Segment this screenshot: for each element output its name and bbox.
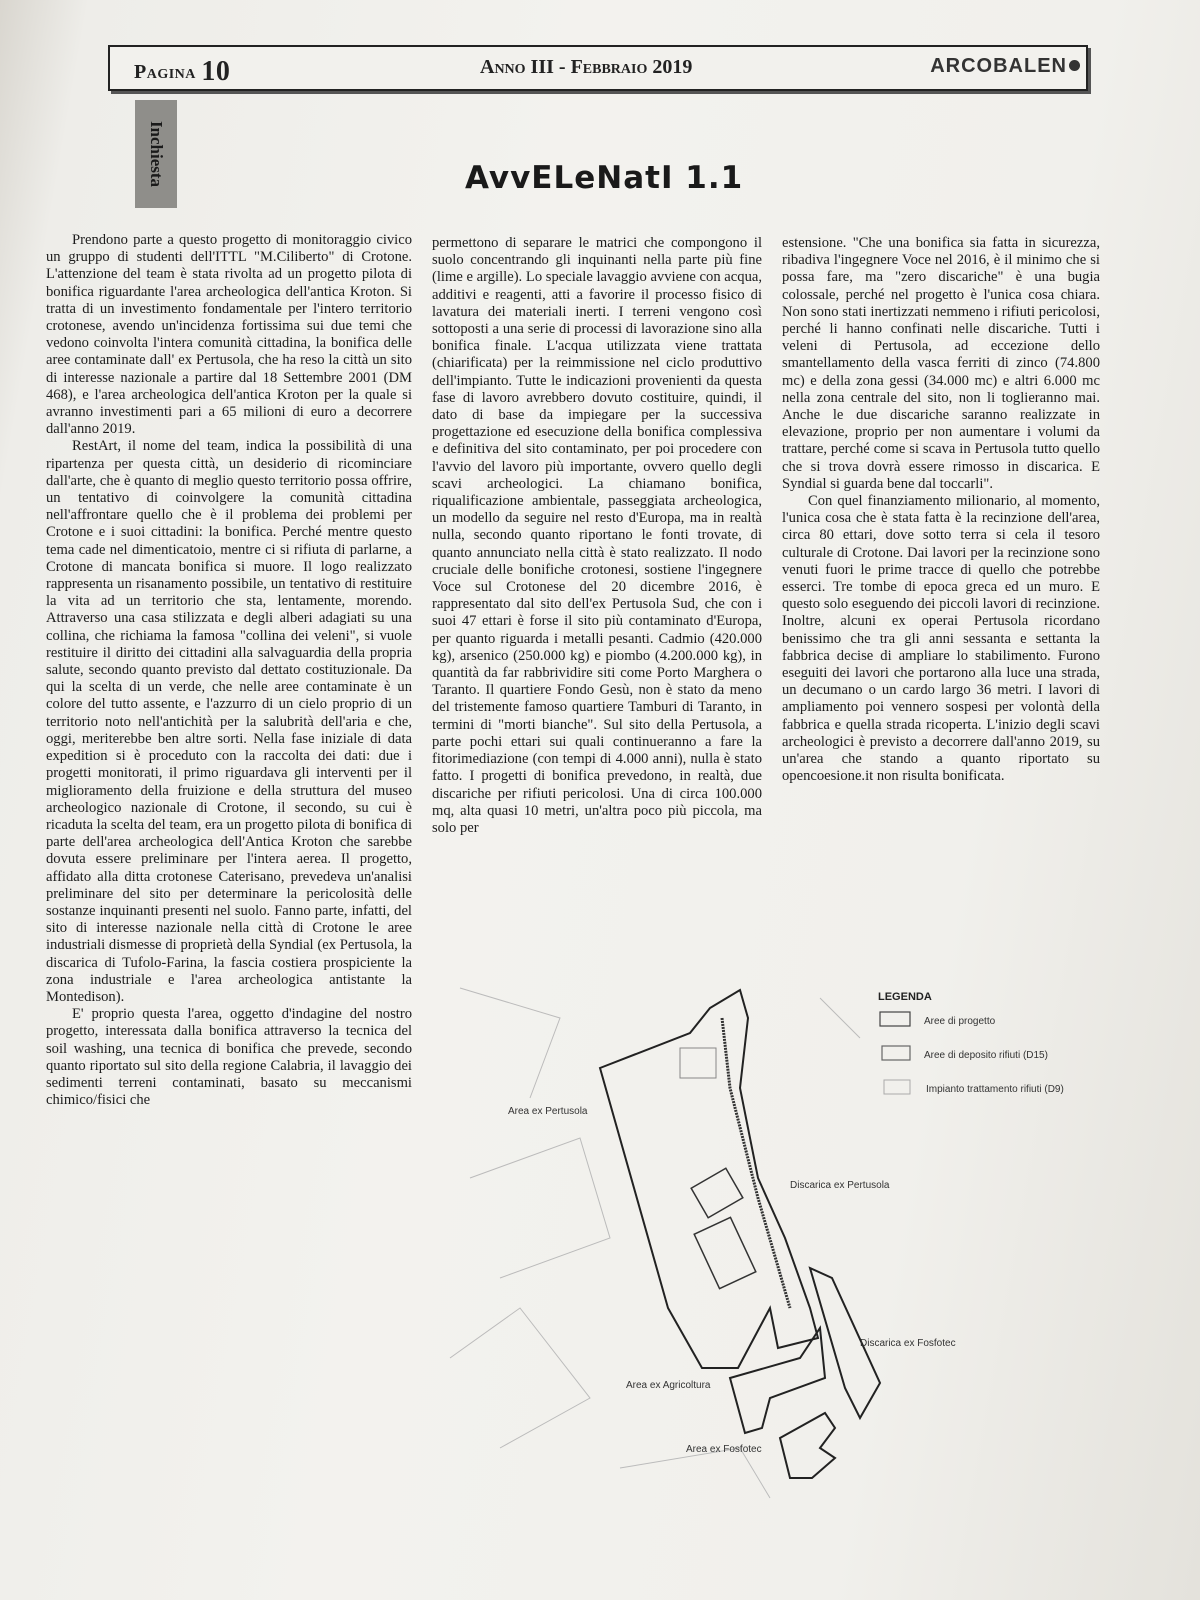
legend-item: Aree di progetto <box>924 1016 996 1027</box>
map-legend <box>878 991 1064 1095</box>
section-tab <box>135 100 177 208</box>
page-header <box>108 45 1088 91</box>
page-number-label: Pagina 10 <box>134 56 231 87</box>
legend-title: LEGENDA <box>878 991 932 1003</box>
map-background-lines <box>450 988 860 1498</box>
article-column-3 <box>782 235 1100 786</box>
article-title: AvvELeNatI 1.1 <box>465 160 744 196</box>
label-discarica-fosfotec: Discarica ex Fosfotec <box>860 1338 956 1349</box>
building-shape <box>694 1217 756 1288</box>
label-discarica-pertusola: Discarica ex Pertusola <box>790 1180 890 1191</box>
page-number: 10 <box>201 56 231 87</box>
paragraph: RestArt, il nome del team, indica la possibilità di una ripartenza per questa città, un desiderio di ricominciare dall'arte, che è quanto di meglio questo territorio possa offrire, un tentativo di coinvolgere la comunità cittadina nell'affrontare quello che è il problema dei problemi per Crotone e i suoi cittadini: la bonifica. Perché mentre questo tema cade nel dimenticatoio, mentre ci si rifiuta di parlarne, a Crotone di mancata bonifica si muore. Il logo realizzato rappresenta un risanamento possibile, un tentativo di restituire la vita ad un territorio che sta, lentamente, morendo. Attraverso una casa stilizzata e degli alberi adagiati su una collina, che richiama la famosa "collina dei veleni", si vuole restituire il diritto dei cittadini alla salvaguardia della propria salute, secondo quanto previsto dal dettato costituzionale. Da qui la scelta di un verde, che nelle aree contaminate è un colore del tutto assente, e l'azzurro di un cielo proprio di un territorio noto nell'antichità per la salubrità dell'aria e che, oggi, meriterebbe ben altre sorti. Nella fase iniziale di data expedition si è proceduto con la raccolta dei dati: due i progetti monitorati, il primo riguardava gli interventi per il miglioramento della fruizione e della struttura del museo archeologico nazionale di Crotone, il secondo, su cui è ricaduta la scelta del team, era un progetto pilota di bonifica di parte dell'area archeologica dell'Antica Kroton che sarebbe dovuta essere preliminare per l'intera aerea. Il progetto, affidato alla ditta crotonese Caterisano, prevedeva un'analisi preliminare del sito per determinare la pericolosità delle sostanze inquinanti presenti nel suolo. Fanno parte, infatti, del sito di interesse nazionale nella città di Crotone le aree industriali dismesse di proprietà della Syndial (ex Pertusola, la discarica di Tufolo-Farina, la fascia costiera prospiciente la zona industriale e l'area archeologica antistante la Montedison). <box>46 438 412 1005</box>
label-area-fosfotec: Area ex Fosfotec <box>686 1444 762 1455</box>
legend-swatch <box>882 1046 910 1060</box>
paragraph: Prendono parte a questo progetto di monitoraggio civico un gruppo di studenti dell'ITTL "M.Ciliberto" di Crotone. L'attenzione del team è stata rivolta ad un progetto pilota di bonifica riguardante l'area archeologica dell'antica Kroton. Si tratta di un investimento fondamentale per l'intero territorio crotonese, avendo un'incidenza fortissima sui due temi che vedono coinvolta l'intera comunità cittadina, la bonifica delle aree contaminate dall' ex Pertusola, che ha reso la città un sito di interesse nazionale a partire dal 18 Settembre 2001 (DM 468), e l'area archeologica dell'antica Kroton per la quale si avranno investimenti pari a 65 milioni di euro a decorrere dall'anno 2019. <box>46 232 412 438</box>
area-pertusola-shape <box>600 990 818 1368</box>
section-label: Inchiesta <box>147 120 166 188</box>
paragraph: estensione. "Che una bonifica sia fatta in sicurezza, ribadiva l'ingegnere Voce nel 2016, è il minimo che si possa fare, ma "zero discariche" è una bugia colossale, perché nel progetto è l'unica cosa chiara. Non sono stati inertizzati nemmeno i rifiuti pericolosi, perché li hanno confinati nelle discariche. Tutti i veleni di Pertusola, ad eccezione dello smantellamento della vasca ferriti di zinco (74.800 mc) e della zona gessi (34.000 mc) e altri 6.000 mc nella zona centrale del sito, non li toglieranno mai. Anche le due discariche saranno realizzate in elevazione, proprio per non aumentare i volumi da trattare, perché come si scava in Pertusola tutto quello che si trova dovrà essere rimosso in discarica. E Syndial si guarda bene dal toccarli". <box>782 235 1100 492</box>
area-fosfotec-shape <box>780 1413 835 1478</box>
building-shape <box>680 1048 716 1078</box>
legend-item: Impianto trattamento rifiuti (D9) <box>926 1084 1064 1095</box>
article-column-1 <box>46 232 412 1109</box>
masthead-logo: ARCOBALEN <box>930 55 1080 78</box>
paragraph: Con quel finanziamento milionario, al momento, l'unica cosa che è stata fatta è la recinzione dell'area, circa 80 ettari, dove sotto terra si cela il tesoro culturale di Crotone. Dai lavori per la recinzione sono venuti fuori le prime tracce di quello che potrebbe esserci. Tre tombe di epoca greca ed un muro. E questo solo eseguendo dei piccoli lavori di recinzione. Inoltre, alcuni ex operai Pertusola ricordano benissimo che tra gli anni sessanta e settanta la fabbrica decise di ampliare lo stabilimento. Furono eseguiti dei lavori che portarono alla luce una strada, un decumano o un cardo largo 36 metri. I lavori di ampliamento poi vennero sospesi per volontà della fabbrica e quella strada ricoperta. L'inizio degli scavi archeologici è previsto a decorrere dall'anno 2019, su un'area che stando a quanto riportato su opencoesione.it non risulta bonificata. <box>782 493 1100 785</box>
legend-item: Aree di deposito rifiuti (D15) <box>924 1050 1048 1061</box>
site-map <box>440 978 1120 1508</box>
building-shape <box>691 1168 743 1217</box>
paragraph: permettono di separare le matrici che compongono il suolo concentrando gli inquinanti nella parte più fine (lime e argille). Lo speciale lavaggio avviene con acqua, additivi e reagenti, atti a favorire il processo fisico di lavatura dei materiali inerti. I terreni vengono così sottoposti a una serie di processi di lavorazione sino alla bonifica finale. L'acqua utilizzata viene trattata (chiarificata) per la reimmissione nel ciclo produttivo dell'impianto. Tutte le indicazioni provenienti da questa fase di lavoro avrebbero dovuto costituire, quindi, il dato di base da impiegare per la successiva progettazione ed esecuzione della bonifica complessiva e definitiva del sito contaminato, per poi procedere con l'avvio del lavoro più importante, ovvero quello degli scavi archeologici. La chiamano bonifica, riqualificazione ambientale, passeggiata archeologica, un modello da seguire nel resto d'Europa, ma in realtà nulla, secondo quanto riportano le fonti trovate, di quanto annunciato nella città è stato realizzato. Il nodo cruciale delle bonifiche crotonesi, sostiene l'ingegnere Voce sul Crotonese del 20 dicembre 2016, è rappresentato dal sito dell'ex Pertusola Sud, che con i suoi 47 ettari è forse il sito più contaminato d'Europa, per quanto riguarda i metalli pesanti. Cadmio (420.000 kg), arsenico (250.000 kg) e piombo (4.200.000 kg), in quantità da far rabbrividire siti come Porto Marghera o Taranto. Il quartiere Fondo Gesù, non è stato da meno del tristemente famoso quartiere Tamburi di Taranto, in termini di "morti bianche". Sul sito della Pertusola, a parte pochi ettari sui quali continueranno a fare la fitorimediazione (con tempi di 4.000 anni), nulla è stato fatto. I progetti di bonifica prevedono, in realtà, due discariche per rifiuti pericolosi. Una di circa 100.000 mq, alta quasi 10 metri, un'altra poco più piccola, ma solo per <box>432 235 762 836</box>
paragraph: E' proprio questa l'area, oggetto d'indagine del nostro progetto, interessata dalla bonifica attraverso la tecnica del soil washing, una tecnica di bonifica che prevede, secondo quanto riportato sul sito della regione Calabria, il lavaggio dei sedimenti terreni contaminati, basato su meccanismi chimico/fisici che <box>46 1006 412 1109</box>
issue-date: Anno III - Febbraio 2019 <box>480 56 693 78</box>
label-area-pertusola: Area ex Pertusola <box>508 1106 588 1117</box>
legend-swatch <box>880 1012 910 1026</box>
article-column-2 <box>432 235 762 837</box>
label-area-agricoltura: Area ex Agricoltura <box>626 1380 711 1391</box>
logo-dot-icon <box>1069 60 1080 71</box>
legend-swatch <box>884 1080 910 1094</box>
